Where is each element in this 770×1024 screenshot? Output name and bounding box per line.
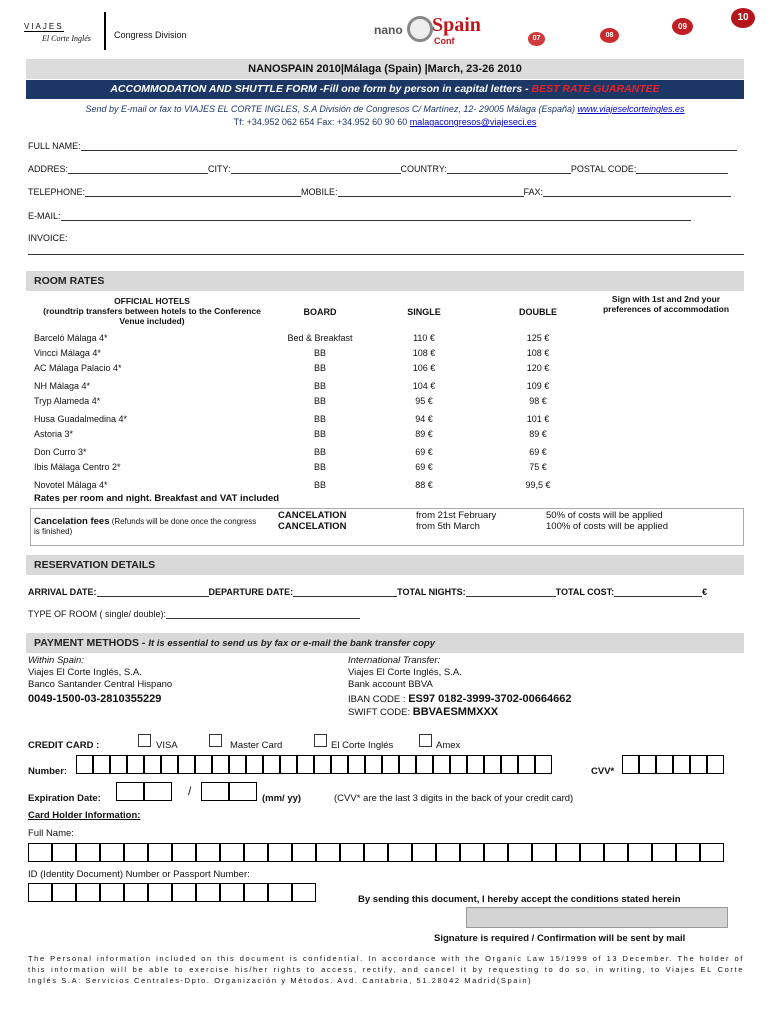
year-ball-07: 07 (528, 32, 545, 46)
room-type-field[interactable] (166, 608, 360, 619)
table-row: Vincci Málaga 4* BB 108 € 108 € (34, 347, 550, 358)
mobile-field[interactable] (338, 186, 524, 197)
table-row: Astoria 3* BB 89 € 89 € (34, 428, 547, 439)
email-link[interactable]: malagacongresos@viajeseci.es (409, 117, 537, 127)
website-link[interactable]: www.viajeselcorteingles.es (577, 104, 685, 114)
dates-row: ARRIVAL DATE: DEPARTURE DATE: TOTAL NIGHTS: TOTAL COST: € (28, 587, 708, 597)
division-label: Congress Division (114, 30, 187, 40)
cvv-boxes[interactable] (622, 755, 724, 776)
table-row: NH Málaga 4* BB 104 € 109 € (34, 380, 550, 391)
international-transfer: International Transfer: Viajes El Corte Inglés, S.A. Bank account BBVA IBAN CODE : ES97 0182-3999-3702-00664662 SWIFT CODE: BBVAESMMXXX (348, 655, 572, 718)
total-nights-field[interactable] (466, 586, 556, 597)
invoice-line[interactable] (28, 254, 744, 255)
postal-code-field[interactable] (636, 163, 728, 174)
amex-checkbox[interactable] (419, 734, 432, 747)
telephone-row: TELEPHONE: MOBILE: FAX: (28, 186, 731, 197)
rates-note: Rates per room and night. Breakfast and VAT included (34, 493, 280, 504)
country-field[interactable] (447, 163, 571, 174)
visa-checkbox[interactable] (138, 734, 151, 747)
table-row: Novotel Málaga 4* BB 88 € 99,5 € (34, 479, 551, 490)
table-row: Barceló Málaga 4* Bed & Breakfast 110 € 125 € (34, 332, 550, 343)
city-field[interactable] (231, 163, 401, 174)
table-row: Ibis Málaga Centro 2* BB 69 € 75 € (34, 461, 547, 472)
table-row: Tryp Alameda 4* BB 95 € 98 € (34, 395, 547, 406)
form-banner: ACCOMMODATION AND SHUTTLE FORM -Fill one form by person in capital letters - BEST RATE GUARANTEE (26, 80, 744, 99)
nanospain-logo: nano Spain Conf (374, 14, 481, 46)
signature-note: Signature is required / Confirmation will be sent by mail (434, 933, 686, 944)
table-row: AC Málaga Palacio 4* BB 106 € 120 € (34, 362, 550, 373)
departure-date-field[interactable] (293, 586, 397, 597)
card-number-boxes[interactable] (76, 755, 552, 776)
table-row: Husa Guadalmedina 4* BB 94 € 101 € (34, 413, 550, 424)
invoice-row: INVOICE: (28, 233, 68, 243)
arrival-date-field[interactable] (97, 586, 209, 597)
holder-name-label: Full Name: (28, 828, 74, 839)
card-number-label: Number: (28, 766, 68, 777)
email-field[interactable] (61, 210, 691, 221)
telephone-field[interactable] (85, 186, 301, 197)
email-row: E-MAIL: (28, 210, 691, 221)
address-field[interactable] (68, 163, 208, 174)
table-row: Don Curro 3* BB 69 € 69 € (34, 446, 547, 457)
spain-transfer: Within Spain: Viajes El Corte Inglés, S.A. Banco Santander Central Hispano 0049-1500-03-2810355229 (28, 655, 173, 705)
payment-heading: PAYMENT METHODS - It is essential to send us by fax or e-mail the bank transfer copy (26, 633, 744, 653)
room-rates-table: OFFICIAL HOTELS (roundtrip transfers between hotels to the Conference Venue included) BOARD SINGLE DOUBLE Sign with 1st and 2nd your preferences of accommodation Barceló Málaga 4* Bed & Breakfast 110 € 125 € Vincci Málaga 4* BB 108 € 108 € AC Málaga Palacio 4* BB 106 € 120 € NH Málaga 4* BB 104 € 109 € Tryp Alameda 4* BB 95 € 98 € Husa Guadalmedina 4* BB 94 € 101 € Astoria 3* BB 89 € 89 € Don Curro 3* BB 69 € 69 € Ibis Málaga Centro 2* BB 69 € 75 € Novotel Málaga 4* BB 88 € 99,5 € (32, 294, 736, 492)
year-ball-09: 09 (672, 18, 693, 35)
holder-name-boxes[interactable] (28, 843, 724, 864)
contact-line: Tf: +34.952 062 654 Fax: +34.952 60 90 60 malagacongresos@viajeseci.es (233, 117, 537, 127)
expiration-month-boxes[interactable] (116, 782, 172, 803)
accept-text: By sending this document, I hereby accept the conditions stated herein (358, 894, 681, 905)
total-cost-field[interactable] (614, 586, 702, 597)
fax-field[interactable] (543, 186, 731, 197)
privacy-footer: The Personal information included on this document is confidential. In accordance with the Organic Law 15/1999 of 13 December. The holder of this information will be able to exercise his/her rights to access, rectify, and cancel it by requesting to do so, in writing, to Viajes EL Corte Inglés S.A: Servicios Centrales-Dpto. Organización y Métodos. Avd. Cantabria, 51.28042 Madrid(Spain) (28, 954, 744, 985)
cvv-label: CVV* (591, 766, 615, 777)
address-row: ADDRES: CITY: COUNTRY: POSTAL CODE: (28, 163, 728, 174)
year-ball-08: 08 (600, 28, 619, 43)
nanospain-globe-icon (407, 16, 433, 42)
reservation-heading: RESERVATION DETAILS (26, 555, 744, 575)
expiration-label: Expiration Date: (28, 793, 101, 804)
cvv-note: (CVV* are the last 3 digits in the back of your credit card) (334, 793, 574, 804)
header-divider (104, 12, 106, 50)
id-boxes[interactable] (28, 883, 316, 904)
signature-box[interactable] (466, 907, 728, 928)
full-name-field[interactable] (81, 140, 737, 151)
eci-checkbox[interactable] (314, 734, 327, 747)
full-name-row: FULL NAME: (28, 140, 737, 151)
viajes-logo: VIAJES El Corte Inglés (24, 22, 91, 43)
event-title: NANOSPAIN 2010|Málaga (Spain) |March, 23-26 2010 (26, 59, 744, 79)
year-ball-10: 10 (731, 8, 755, 28)
expiration-year-boxes[interactable] (201, 782, 257, 803)
send-instructions: Send by E-mail or fax to VIAJES EL CORTE INGLES, S.A División de Congresos C/ Martínez, 12- 29005 Málaga (España) www.viajeselcorteingles.es (85, 104, 685, 114)
credit-card-label: CREDIT CARD : (28, 740, 100, 751)
id-label: ID (Identity Document) Number or Passport Number: (28, 869, 250, 880)
mastercard-checkbox[interactable] (209, 734, 222, 747)
room-type-row: TYPE OF ROOM ( single/ double): (28, 608, 360, 619)
room-rates-heading: ROOM RATES (26, 271, 744, 291)
card-holder-heading: Card Holder Information: (28, 810, 141, 821)
